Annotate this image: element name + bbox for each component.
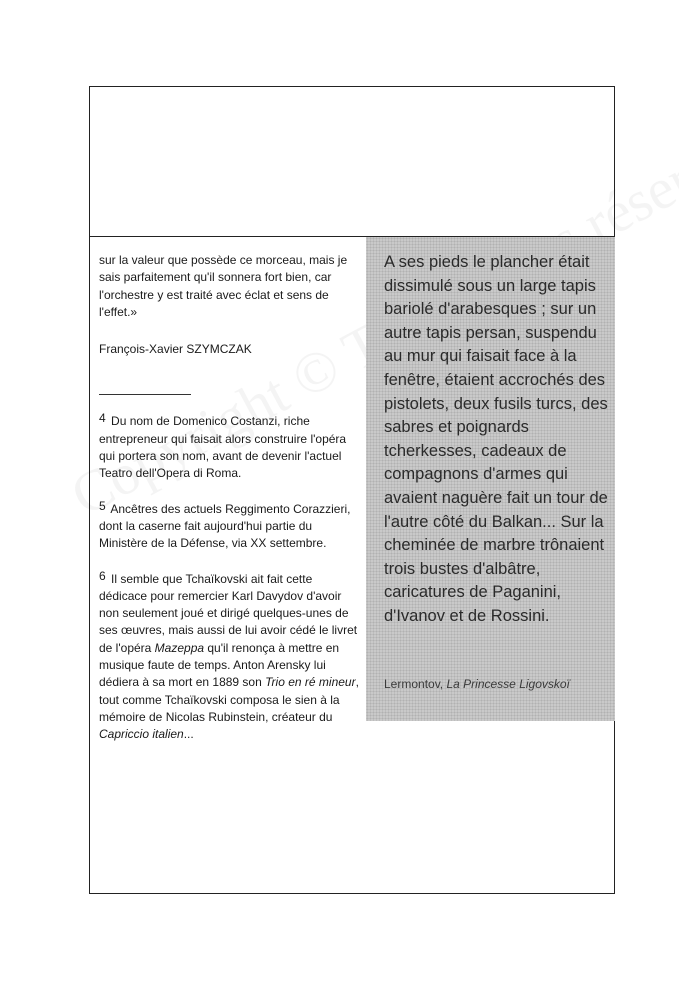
page-frame — [89, 86, 615, 894]
top-empty-box — [90, 87, 614, 237]
capriccio-title: Capriccio italien — [99, 727, 184, 742]
quote-attribution — [384, 677, 570, 691]
quote-ending: sur la valeur que possède ce morceau, mais je sais parfaitement qu'il sonnera fort bien, car l'orchestre y est traité avec éclat et sens de l'effet.» — [99, 253, 348, 319]
footnote-number: 4 — [99, 411, 106, 426]
footnote-text: qu'il renonça à mettre en musique faute de temps. Anton Arensky lui dédiera à sa mort en 1889 son — [99, 640, 340, 690]
quote-box — [366, 237, 615, 721]
footnote-text: Ancêtres des actuels Reggimento Corazzieri, dont la caserne fait aujourd'hui partie du Ministère de la Défense, via XX settembre. — [99, 501, 351, 551]
lermontov-quote: A ses pieds le plancher était dissimulé sous un large tapis bariolé d'arabesques ; sur un autre tapis persan, suspendu au mur qui faisait face à la fenêtre, étaient accrochés des pistolets, deux fusils turcs, des sabres et poignards tcherkesses, cadeaux de compagnons d'armes qui avaient naguère fait un tour de l'autre côté du Balkan... Sur la cheminée de marbre trônaient trois bustes d'albâtre, caricatures de Paganini, d'Ivanov et de Rossini. — [384, 253, 608, 625]
footnote-text: , tout comme Tchaïkovski composa le sien à la mémoire de Nicolas Rubinstein, créateur du — [99, 675, 359, 724]
footnote-text: ... — [183, 727, 194, 742]
footnote-6 — [99, 568, 361, 744]
attribution-title: La Princesse Ligovskoï — [446, 677, 570, 691]
footnote-text: Du nom de Domenico Costanzi, riche entrepreneur qui faisait alors construire l'opéra qui portera son nom, avant de devenir l'actuel Teatro dell'Opera di Roma. — [99, 414, 347, 481]
footnote-4 — [99, 410, 361, 482]
quote-author: François-Xavier SZYMCZAK — [99, 342, 252, 357]
footnote-text: Il semble que Tchaïkovski ait fait cette dédicace pour remercier Karl Davydov d'avoir non seulement joué et dirigé quelques-unes de ses œuvres, mais aussi de lui avoir cédé le livret de l'opéra — [99, 571, 358, 655]
footnote-separator — [99, 394, 191, 395]
footnote-number: 6 — [99, 568, 106, 583]
attribution-author: Lermontov, — [384, 677, 447, 691]
footnote-number: 5 — [99, 498, 106, 513]
trio-title: Trio en ré mineur — [265, 675, 356, 690]
footnote-5 — [99, 498, 361, 553]
opera-title: Mazeppa — [154, 640, 205, 655]
left-column — [99, 252, 361, 759]
